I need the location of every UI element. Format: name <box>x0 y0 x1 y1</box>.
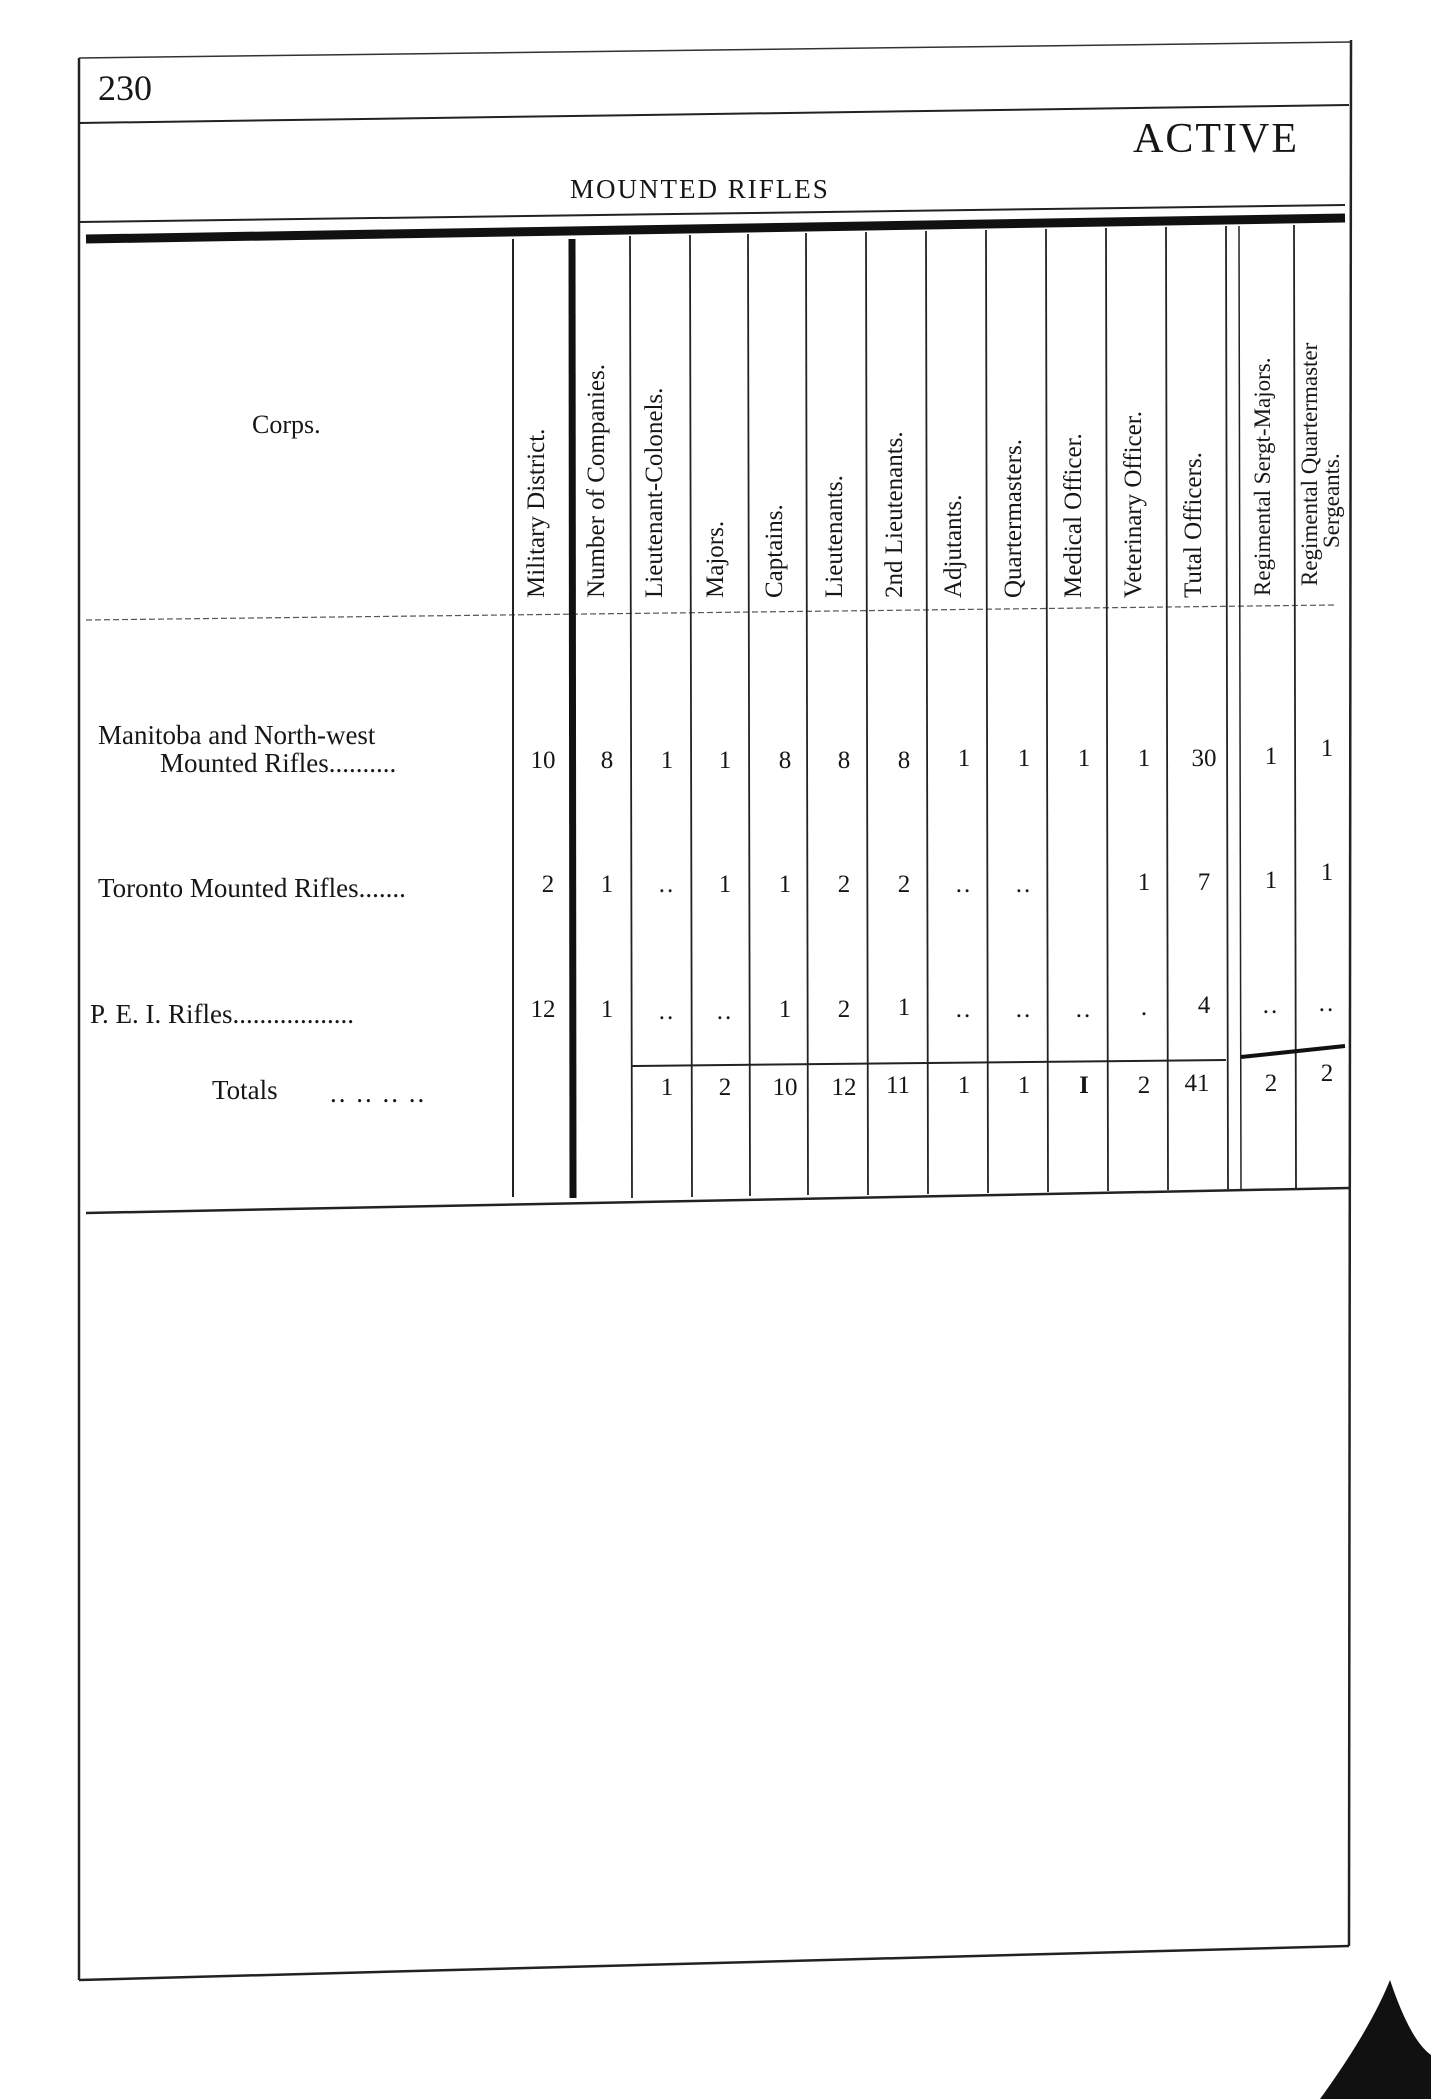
totals-cell: 2 <box>1137 1072 1151 1099</box>
table-cell: 1 <box>1264 867 1278 894</box>
col-sep-7 <box>866 232 868 1195</box>
totals-cell: 2 <box>1320 1060 1334 1087</box>
col-header-total-officers: Tutal Officers. <box>1180 452 1207 598</box>
row-1-corps-line-1: Manitoba and North-west <box>98 720 376 750</box>
table-cell: .. <box>955 996 973 1023</box>
col-header-number-of-companies: Number of Companies. <box>583 364 610 598</box>
col-sep-14 <box>1239 226 1241 1189</box>
table-cell: 1 <box>897 994 911 1021</box>
table-cell: 1 <box>1264 743 1278 770</box>
table-cell: 30 <box>1191 745 1217 772</box>
table-cell: . <box>1140 994 1148 1021</box>
col-header-majors: Majors. <box>702 520 729 598</box>
col-header-quartermasters: Quartermasters. <box>1000 439 1027 598</box>
totals-cell: 1 <box>1017 1072 1031 1099</box>
corps-column-header: Corps. <box>252 410 321 439</box>
page-frame-top <box>79 42 1351 58</box>
totals-cell: I <box>1079 1072 1089 1099</box>
table-title: MOUNTED RIFLES <box>570 174 830 204</box>
table-cell: 10 <box>530 747 556 774</box>
col-sep-13 <box>1226 226 1228 1189</box>
table-cell: .. <box>1015 996 1033 1023</box>
row-2-corps: Toronto Mounted Rifles....... <box>98 873 406 903</box>
col-sep-9 <box>986 230 988 1193</box>
table-cell: 8 <box>600 747 614 774</box>
table-cell: .. <box>1262 992 1280 1019</box>
section-title: ACTIVE <box>1133 116 1299 162</box>
table-cell: 2 <box>837 871 851 898</box>
col-header-captains: Captains. <box>761 504 788 598</box>
col-sep-10 <box>1046 229 1048 1192</box>
table-cell: 1 <box>1017 745 1031 772</box>
table-cell: .. <box>955 871 973 898</box>
table-cell: 4 <box>1197 992 1211 1019</box>
col-sep-6 <box>806 233 808 1195</box>
col-sep-2-thick <box>572 239 573 1198</box>
table-cell: 2 <box>897 871 911 898</box>
totals-underline-b <box>1241 1046 1345 1057</box>
table-cell: 1 <box>1137 869 1151 896</box>
col-header-regimental-sergt-majors: Regimental Sergt-Majors. <box>1250 357 1275 596</box>
table-cell: .. <box>1318 990 1336 1017</box>
table-cell: 1 <box>718 871 732 898</box>
col-header-lieutenants: Lieutenants. <box>821 475 848 598</box>
table-cell: 12 <box>530 996 556 1023</box>
table-cell: 1 <box>600 871 614 898</box>
table-cell: 1 <box>1320 859 1334 886</box>
page-frame-bottom <box>79 1946 1349 1980</box>
col-header-regimental-quartermaster: Regimental Quartermaster <box>1297 342 1322 586</box>
table-cell: .. <box>658 871 676 898</box>
table-cell: 1 <box>600 996 614 1023</box>
table-cell: 1 <box>957 745 971 772</box>
table-cell: 2 <box>541 871 555 898</box>
col-header-lieutenant-colonels: Lieutenant-Colonels. <box>641 387 668 598</box>
totals-cell: 10 <box>772 1074 798 1101</box>
table-cell: .. <box>658 998 676 1025</box>
totals-cell: 1 <box>957 1072 971 1099</box>
totals-cell: 2 <box>718 1074 732 1101</box>
thick-rule-top <box>86 218 1345 239</box>
table-cell: .. <box>716 998 734 1025</box>
totals-underline-a <box>632 1060 1226 1066</box>
table-cell: 8 <box>837 747 851 774</box>
table-cell: 8 <box>778 747 792 774</box>
totals-cell: 1 <box>660 1074 674 1101</box>
col-sep-8 <box>926 231 928 1194</box>
table-cell: 1 <box>778 871 792 898</box>
col-sep-3 <box>630 236 632 1198</box>
table-cell: 1 <box>778 996 792 1023</box>
totals-cell: 2 <box>1264 1070 1278 1097</box>
col-header-2nd-lieutenants: 2nd Lieutenants. <box>881 431 908 598</box>
col-sep-4 <box>690 235 692 1197</box>
rule-table-bottom <box>86 1188 1349 1213</box>
table-cell: .. <box>1075 996 1093 1023</box>
table-cell: 1 <box>660 747 674 774</box>
col-header-veterinary-officer: Veterinary Officer. <box>1120 411 1147 598</box>
col-header-adjutants: Adjutants. <box>940 494 967 598</box>
col-header-military-district: Military District. <box>523 428 550 598</box>
table-cell: 1 <box>1137 745 1151 772</box>
totals-leaders: .. .. .. .. <box>330 1078 427 1108</box>
col-sep-15 <box>1294 225 1296 1188</box>
col-sep-12 <box>1166 227 1168 1190</box>
row-3-corps: P. E. I. Rifles.................. <box>90 999 355 1029</box>
table-cell: 8 <box>897 747 911 774</box>
table-cell: 1 <box>1077 745 1091 772</box>
row-1-corps-line-2: Mounted Rifles.......... <box>160 748 397 778</box>
rule-under-header <box>86 605 1335 620</box>
totals-label: Totals <box>212 1075 278 1105</box>
totals-cell: 11 <box>885 1072 911 1099</box>
totals-cell: 12 <box>831 1074 857 1101</box>
table-cell: 1 <box>1320 735 1334 762</box>
binding-shadow <box>1320 1980 1431 2099</box>
table-cell: 7 <box>1197 869 1211 896</box>
col-header-medical-officer: Medical Officer. <box>1060 433 1087 598</box>
totals-cell: 41 <box>1184 1070 1210 1097</box>
table-cell: 2 <box>837 996 851 1023</box>
col-sep-5 <box>748 234 750 1196</box>
col-header-sergeants: Sergeants. <box>1319 453 1344 548</box>
col-sep-11 <box>1106 228 1108 1191</box>
page-number: 230 <box>98 68 152 108</box>
table-cell: .. <box>1015 871 1033 898</box>
table-cell: 1 <box>718 747 732 774</box>
